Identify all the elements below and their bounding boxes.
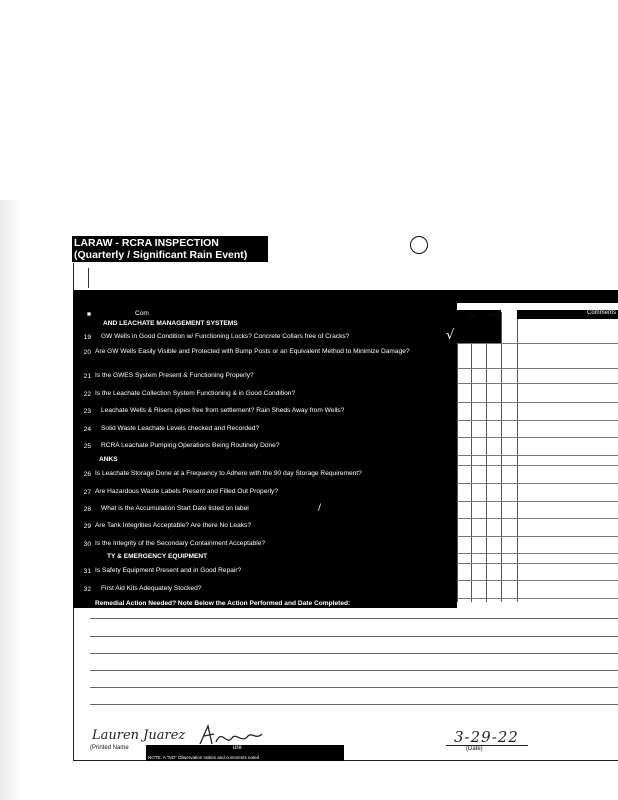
grid-row-line (456, 343, 618, 344)
checklist-row: 31 Is Safety Equipment Present and in Good Repair? (83, 567, 242, 575)
checkmark-icon: √ (446, 517, 455, 532)
remedial-line (90, 704, 618, 705)
printed-name-label: (Printed Name (90, 745, 146, 754)
form-subtitle: (Quarterly / Significant Rain Event) (74, 249, 248, 261)
checkmark-icon: √ (447, 385, 456, 400)
remedial-prompt: Remedial Action Needed? Note Below the Action Performed and Date Completed: (95, 600, 351, 607)
section-tanks: ANKS (99, 456, 118, 463)
remedial-line (90, 618, 618, 619)
remedial-line (90, 636, 618, 637)
grid-row-line (456, 455, 618, 456)
redaction-block (146, 745, 344, 754)
checkmark-icon: √ (447, 420, 456, 435)
col-item-label: Com (135, 310, 149, 317)
form-header (72, 236, 268, 262)
form-title: LARAW - RCRA INSPECTION (74, 237, 219, 249)
grid-row-line (456, 368, 618, 369)
grid-row-line (456, 598, 618, 599)
signature-label: ure (233, 745, 242, 751)
date-label: (Date) (466, 746, 483, 752)
grid-row-line (456, 501, 618, 502)
grid-row-line (456, 580, 618, 581)
grid-line (457, 312, 458, 602)
checklist-row: 23 Leachate Wells & Risers pipes free from settlement? Rain Sheds Away from Wells? (83, 407, 345, 415)
checklist-block (73, 300, 457, 608)
checklist-row: 20 Are GW Wells Easily Visible and Protected with Bump Posts or an Equivalent Method to Minimize Damage? (83, 348, 410, 356)
checkmark-icon: √ (448, 483, 457, 498)
handwritten-name: Lauren Juarez (92, 728, 186, 743)
checklist-row: 29 Are Tank Integrities Acceptable? Are there No Leaks? (83, 522, 252, 530)
bullet: ■ (87, 310, 91, 318)
checklist-row: 21 Is the GWES System Present & Functioning Properly? (83, 372, 254, 380)
checklist-row: 30 Is the Integrity of the Secondary Containment Acceptable? (83, 540, 266, 548)
grid-row-line (456, 402, 618, 403)
grid-row-line (456, 518, 618, 519)
handwritten-date: 3-29-22 (454, 728, 519, 746)
grid-line (517, 312, 518, 602)
checkmark-icon: √ (447, 533, 456, 548)
checkmark-icon: √ (446, 328, 455, 343)
checklist-row: 22 Is the Leachate Collection System Functioning & in Good Condition? (83, 390, 296, 398)
grid-row-line (456, 465, 618, 466)
checklist-row: 19 GW Wells in Good Condition w/ Functioning Locks? Concrete Collars free of Cracks? (83, 333, 350, 341)
col-comments: Comments (517, 310, 618, 319)
section-emergency: TY & EMERGENCY EQUIPMENT (107, 553, 208, 560)
grid-row-line (456, 563, 618, 564)
grid-line (486, 312, 487, 602)
handwritten-mark: / (318, 503, 322, 513)
checklist-row: 32 First Aid Kits Adequately Stocked? (83, 585, 202, 593)
footer-note: NOTE: A "NO" Observation ssities and comments noted (146, 754, 344, 761)
col-na: N/A (488, 312, 499, 319)
grid-row-line (456, 420, 618, 421)
remedial-line (90, 653, 618, 654)
col-no: No (467, 312, 476, 319)
date-line (446, 745, 528, 746)
grid-row-line (456, 536, 618, 537)
remedial-line (90, 687, 618, 688)
grid-row-line (456, 483, 618, 484)
grid-row-line (456, 383, 618, 384)
section-leachate: AND LEACHATE MANAGEMENT SYSTEMS (103, 320, 238, 327)
remedial-line (90, 670, 618, 671)
checklist-row: 24 Solid Waste Leachate Levels checked and Recorded? (83, 425, 260, 433)
checklist-row: 27 Are Hazardous Waste Labels Present and Filled Out Properly? (83, 488, 279, 496)
scan-page-edge (0, 200, 22, 800)
checklist-row: 25 RCRA Leachate Pumping Operations Being Routinely Done? (83, 442, 280, 450)
checklist-row: 28 What is the Accumulation Start Date listed on label (83, 505, 249, 513)
checklist-row: 26 Is Leachate Storage Done at a Frequency to Adhere with the 90 day Storage Requirement? (83, 470, 362, 478)
frame-tick (88, 268, 89, 288)
grid-line (501, 312, 502, 602)
grid-row-line (456, 553, 618, 554)
checkmark-icon: √ (448, 465, 457, 480)
hole-punch-circle (410, 236, 428, 254)
grid-line (471, 312, 472, 602)
grid-row-line (456, 437, 618, 438)
